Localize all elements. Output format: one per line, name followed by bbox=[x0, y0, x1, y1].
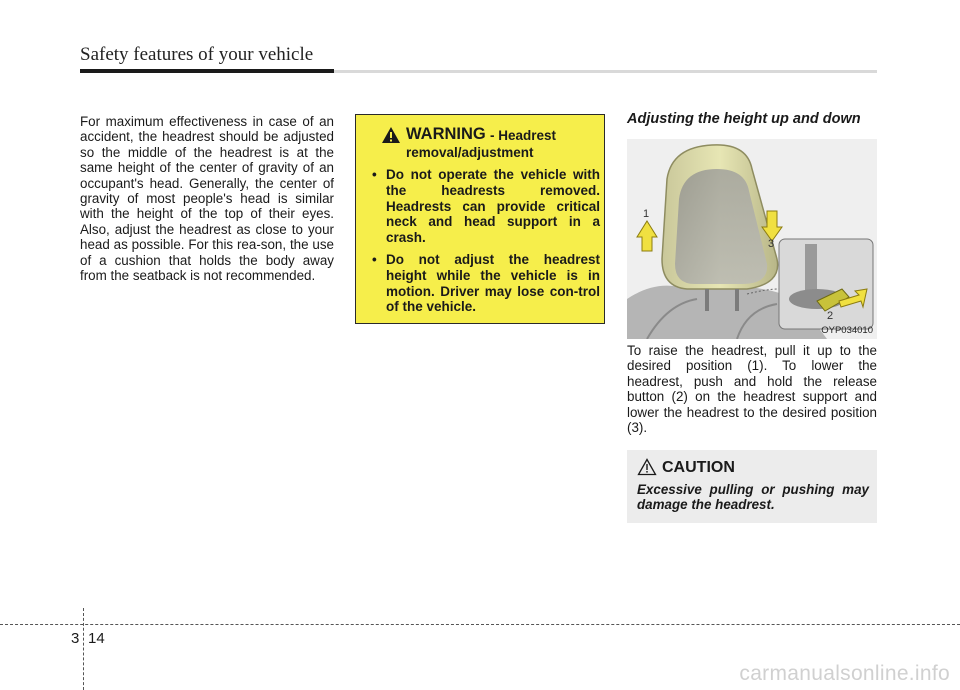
footer-divider bbox=[83, 608, 84, 690]
caution-word: CAUTION bbox=[662, 459, 735, 476]
warning-box bbox=[355, 114, 605, 324]
header-title: Safety features of your vehicle bbox=[80, 44, 314, 65]
headrest-illustration bbox=[627, 139, 877, 339]
headrest-figure bbox=[627, 139, 877, 339]
section-title: Adjusting the height up and down bbox=[627, 111, 861, 127]
warning-item-text: Do not operate the vehicle with the headrests removed. Headrests can provide critical neck and head support in a crash. bbox=[386, 167, 600, 246]
warning-subtitle-line2: removal/adjustment bbox=[406, 145, 534, 160]
intro-paragraph: For maximum effectiveness in case of an accident, the headrest should be adjusted so the middle of the headrest is at the same height of the center of gravity of an occupant's head. Generally, the center of gravity of most people's head is similar with the height of the top of their eyes. Also, adjust the headrest as close to your head as possible. For this rea-son, the use of a cushion that holds the body away from the seatback is not recommended. bbox=[80, 114, 334, 284]
warning-item bbox=[368, 167, 600, 246]
callout-2: 2 bbox=[827, 310, 834, 322]
warning-word: WARNING bbox=[406, 125, 486, 143]
warning-item-text: Do not adjust the headrest height while the vehicle is in motion. Driver may lose con-trol of the vehicle. bbox=[386, 251, 600, 315]
bullet-icon: • bbox=[372, 251, 377, 267]
figure-code: OYP034010 bbox=[821, 325, 873, 336]
warning-subtitle: - Headrest bbox=[490, 128, 557, 143]
callout-1: 1 bbox=[643, 208, 650, 220]
warning-item bbox=[368, 252, 600, 315]
adjust-paragraph: To raise the headrest, pull it up to the desired position (1). To lower the headrest, push and hold the release button (2) on the headrest support and lower the headrest to the desired position (3). bbox=[627, 343, 877, 436]
bullet-icon: • bbox=[372, 167, 377, 182]
caution-text: Excessive pulling or pushing may damage the headrest. bbox=[637, 482, 869, 513]
warning-list bbox=[368, 167, 600, 321]
watermark: carmanualsonline.info bbox=[739, 662, 950, 685]
warning-triangle-icon bbox=[381, 126, 401, 144]
footer-rule bbox=[0, 624, 960, 625]
caution-box bbox=[627, 450, 877, 523]
page-number: 14 bbox=[88, 630, 105, 647]
caution-triangle-icon bbox=[637, 458, 657, 476]
chapter-number: 3 bbox=[71, 630, 80, 647]
callout-3: 3 bbox=[768, 238, 775, 250]
header-rule-accent bbox=[80, 69, 334, 73]
